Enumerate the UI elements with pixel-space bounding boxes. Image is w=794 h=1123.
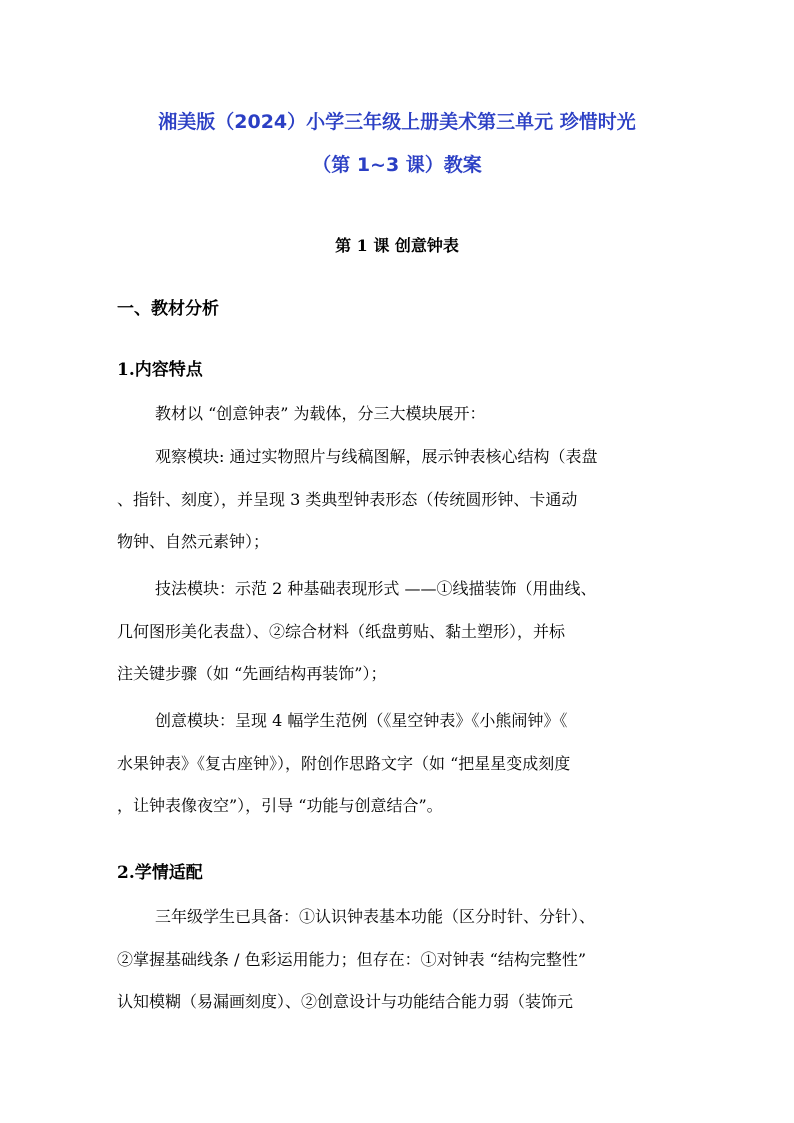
paragraph-line: 教材以 “创意钟表” 为载体，分三大模块展开： xyxy=(155,404,486,423)
paragraph-observation-module xyxy=(117,436,677,564)
paragraph-line: 水果钟表》《复古座钟》），附创作思路文字（如 “把星星变成刻度 xyxy=(117,753,571,773)
lesson-heading: 第 1 课 创意钟表 xyxy=(335,236,459,255)
paragraph-line: 创意模块：呈现 4 幅学生范例（《星空钟表》《小熊闹钟》《 xyxy=(155,711,568,730)
paragraph-line: ②掌握基础线条 / 色彩运用能力；但存在：①对钟表 “结构完整性” xyxy=(117,949,587,969)
paragraph-line: 物钟、自然元素钟）； xyxy=(117,532,270,551)
paragraph-line: 注关键步骤（如 “先画结构再装饰”）； xyxy=(117,664,387,683)
paragraph-line: 观察模块: 通过实物照片与线稿图解，展示钟表核心结构（表盘 xyxy=(155,447,598,466)
paragraph-line: 几何图形美化表盘）、②综合材料（纸盘剪贴、黏土塑形），并标 xyxy=(117,621,566,641)
section-heading-textbook-analysis: 一、教材分析 xyxy=(117,299,219,319)
paragraph-intro xyxy=(117,393,677,436)
paragraph-creative-module xyxy=(117,700,677,828)
subsection-heading-student-fit: 2.学情适配 xyxy=(117,863,203,883)
document-title-line-1: 湘美版（2024）小学三年级上册美术第三单元 珍惜时光 xyxy=(158,111,636,133)
paragraph-line: ，让钟表像夜空”），引导 “功能与创意结合”。 xyxy=(117,796,443,815)
paragraph-student-analysis xyxy=(117,896,677,1024)
paragraph-technique-module xyxy=(117,568,677,696)
paragraph-line: 、指针、刻度），并呈现 3 类典型钟表形态（传统圆形钟、卡通动 xyxy=(117,489,578,509)
document-title-line-2: （第 1~3 课）教案 xyxy=(312,154,482,176)
paragraph-line: 技法模块：示范 2 种基础表现形式 ——①线描装饰（用曲线、 xyxy=(155,579,597,598)
paragraph-line: 认知模糊（易漏画刻度）、②创意设计与功能结合能力弱（装饰元 xyxy=(117,992,574,1011)
subsection-heading-content-features: 1.内容特点 xyxy=(117,360,203,380)
paragraph-line: 三年级学生已具备：①认识钟表基本功能（区分时针、分针）、 xyxy=(155,907,596,926)
